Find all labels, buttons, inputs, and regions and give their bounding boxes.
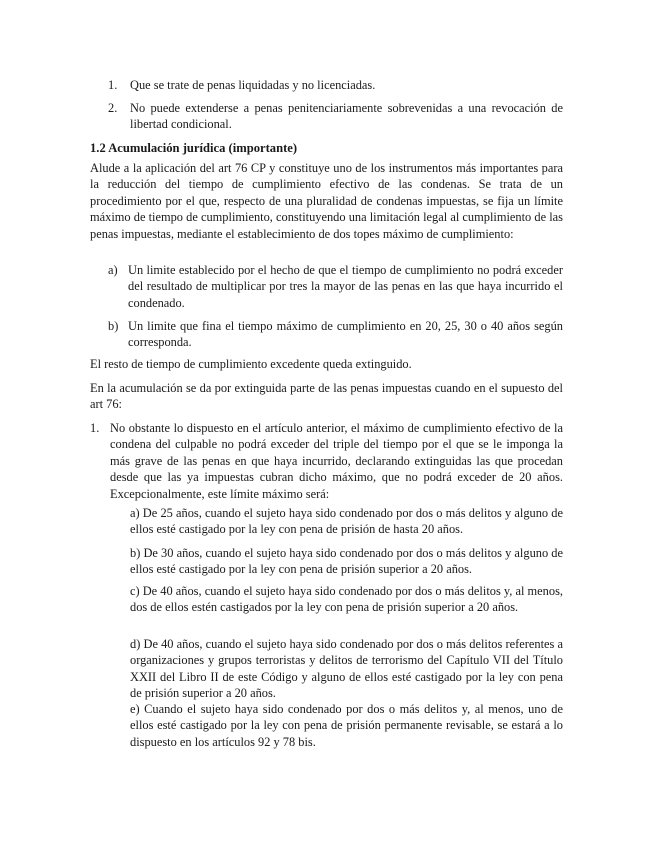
list-marker: a) bbox=[108, 263, 118, 277]
case-a: a) De 25 años, cuando el sujeto haya sido condenado por dos o más delitos y alguno de ellos esté castigado por la ley con pena de prisión de hasta 20 años. bbox=[130, 506, 563, 537]
article-text: No obstante lo dispuesto en el artículo anterior, el máximo de cumplimiento efectivo de la condena del culpable no podrá exceder del triple del tiempo por el que se le imponga la más grave de las penas en que haya incurrido, declarando extinguidas las que procedan desde que las ya impuestas cubran dicho máximo, que no podrá exceder de 20 años. Excepcionalmente, este límite máximo será: bbox=[110, 421, 563, 501]
list-item-text: Un limite que fina el tiempo máximo de cumplimiento en 20, 25, 30 o 40 años según corresponda. bbox=[128, 319, 563, 350]
case-d: d) De 40 años, cuando el sujeto haya sido condenado por dos o más delitos referentes a organizaciones y grupos terroristas y delitos de terrorismo del Capítulo VII del Título XXII del Libro II de este Código y alguno de ellos esté castigado por la ley con pena de prisión superior a 20 años. bbox=[130, 637, 563, 701]
rest-paragraph: El resto de tiempo de cumplimiento excedente queda extinguido. bbox=[90, 357, 412, 371]
list-marker: 2. bbox=[108, 101, 118, 115]
case-c: c) De 40 años, cuando el sujeto haya sido condenado por dos o más delitos y, al menos, dos de ellos estén castigados por la ley con pena de prisión superior a 20 años. bbox=[130, 584, 563, 615]
list-item-text: No puede extenderse a penas penitenciariamente sobrevenidas a una revocación de libertad condicional. bbox=[130, 101, 563, 132]
case-e: e) Cuando el sujeto haya sido condenado por dos o más delitos y, al menos, uno de ellos esté castigado por la ley con pena de prisión permanente revisable, se estará a lo dispuesto en los artículos 92 y 78 bis. bbox=[130, 702, 563, 749]
accumulation-paragraph: En la acumulación se da por extinguida parte de las penas impuestas cuando en el supuesto del art 76: bbox=[90, 381, 563, 412]
case-b: b) De 30 años, cuando el sujeto haya sido condenado por dos o más delitos y alguno de ellos esté castigado por la ley con pena de prisión superior a 20 años. bbox=[130, 546, 563, 577]
list-marker: 1. bbox=[108, 78, 118, 92]
section-heading: 1.2 Acumulación jurídica (importante) bbox=[90, 141, 298, 155]
list-marker: b) bbox=[108, 319, 119, 333]
intro-paragraph: Alude a la aplicación del art 76 CP y constituye uno de los instrumentos más importantes para la reducción del tiempo de cumplimiento efectivo de las condenas. Se trata de un procedimiento por el que, respecto de una pluralidad de condenas impuestas, se fija un límite máximo de tiempo de cumplimiento, constituyendo una limitación legal al cumplimiento de las penas impuestas, mediante el establecimiento de dos topes máximo de cumplimiento: bbox=[90, 161, 563, 241]
list-item-text: Que se trate de penas liquidadas y no licenciadas. bbox=[130, 78, 376, 92]
list-item-text: Un limite establecido por el hecho de que el tiempo de cumplimiento no podrá exceder del resultado de multiplicar por tres la mayor de las penas en las que haya incurrido el condenado. bbox=[128, 263, 563, 310]
list-marker: 1. bbox=[90, 421, 100, 435]
